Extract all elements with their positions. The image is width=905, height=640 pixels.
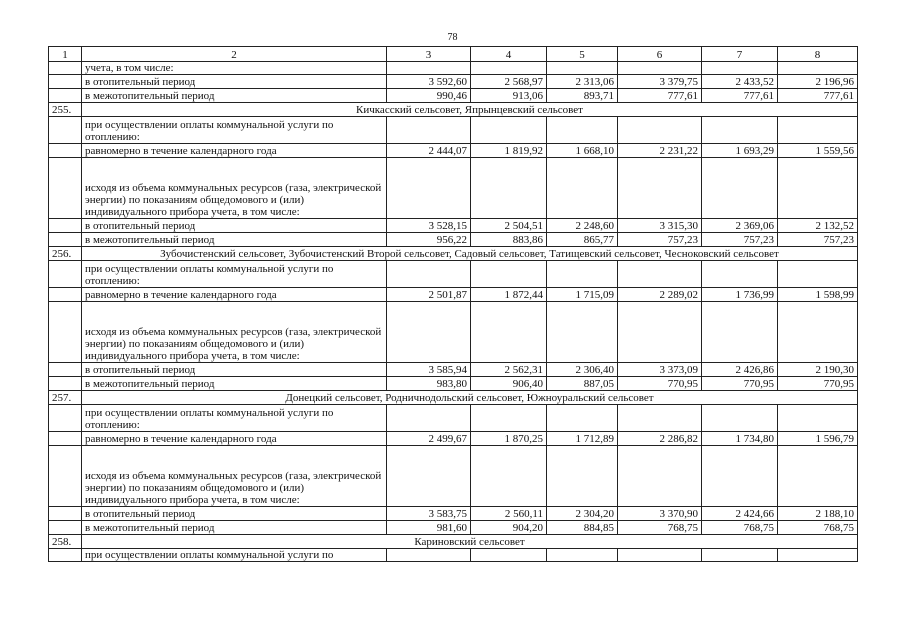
value-cell	[387, 405, 471, 432]
row-label: исходя из объема коммунальных ресурсов (газа, электрической энергии) по показаниям общедомового и (или) индивидуального прибора учета, в том числе:	[82, 158, 387, 219]
value-cell: 770,95	[702, 377, 778, 391]
value-cell: 990,46	[387, 89, 471, 103]
section-header-row	[49, 535, 858, 549]
value-cell: 2 196,96	[778, 75, 858, 89]
value-cell: 2 433,52	[702, 75, 778, 89]
index-cell	[49, 302, 82, 363]
value-cell: 981,60	[387, 521, 471, 535]
value-cell: 1 872,44	[471, 288, 547, 302]
section-title: Донецкий сельсовет, Родничнодольский сельсовет, Южноуральский сельсовет	[82, 391, 858, 405]
section-header-row	[49, 391, 858, 405]
value-cell	[778, 158, 858, 219]
value-cell: 2 132,52	[778, 219, 858, 233]
value-cell: 2 568,97	[471, 75, 547, 89]
value-cell: 1 734,80	[702, 432, 778, 446]
value-cell: 887,05	[547, 377, 618, 391]
section-number: 257.	[49, 391, 82, 405]
index-cell	[49, 363, 82, 377]
value-cell	[618, 446, 702, 507]
value-cell	[702, 158, 778, 219]
value-cell	[387, 549, 471, 562]
section-header-row	[49, 103, 858, 117]
value-cell: 883,86	[471, 233, 547, 247]
value-cell	[702, 446, 778, 507]
section-title: Кичкасский сельсовет, Япрынцевский сельсовет	[82, 103, 858, 117]
index-cell	[49, 507, 82, 521]
section-header-row	[49, 247, 858, 261]
index-cell	[49, 158, 82, 219]
section-number: 255.	[49, 103, 82, 117]
value-cell	[387, 117, 471, 144]
value-cell: 2 286,82	[618, 432, 702, 446]
value-cell	[618, 261, 702, 288]
meter-basis-row	[49, 158, 858, 219]
value-cell: 2 504,51	[471, 219, 547, 233]
index-cell	[49, 233, 82, 247]
value-cell: 865,77	[547, 233, 618, 247]
value-cell	[471, 158, 547, 219]
index-cell	[49, 219, 82, 233]
index-cell	[49, 521, 82, 535]
section-title: Кариновский сельсовет	[82, 535, 858, 549]
row-label: при осуществлении оплаты коммунальной услуги по	[82, 549, 387, 562]
value-cell	[778, 117, 858, 144]
row-label: при осуществлении оплаты коммунальной услуги по отоплению:	[82, 405, 387, 432]
off-season-row	[49, 233, 858, 247]
index-cell	[49, 117, 82, 144]
row-label: в отопительный период	[82, 507, 387, 521]
off-season-row	[49, 521, 858, 535]
value-cell	[618, 549, 702, 562]
value-cell: 777,61	[778, 89, 858, 103]
header-cell: 2	[82, 47, 387, 62]
row-label: исходя из объема коммунальных ресурсов (газа, электрической энергии) по показаниям общедомового и (или) индивидуального прибора учета, в том числе:	[82, 302, 387, 363]
value-cell	[471, 62, 547, 75]
index-cell	[49, 89, 82, 103]
value-cell: 1 693,29	[702, 144, 778, 158]
value-cell	[547, 302, 618, 363]
value-cell: 3 585,94	[387, 363, 471, 377]
value-cell	[547, 549, 618, 562]
row-label: равномерно в течение календарного года	[82, 288, 387, 302]
value-cell	[778, 261, 858, 288]
value-cell: 1 712,89	[547, 432, 618, 446]
row-label: в межотопительный период	[82, 89, 387, 103]
value-cell: 770,95	[778, 377, 858, 391]
value-cell: 2 426,86	[702, 363, 778, 377]
value-cell: 777,61	[618, 89, 702, 103]
row-label: учета, в том числе:	[82, 62, 387, 75]
value-cell	[618, 302, 702, 363]
value-cell: 2 424,66	[702, 507, 778, 521]
value-cell	[778, 302, 858, 363]
row-label: исходя из объема коммунальных ресурсов (газа, электрической энергии) по показаниям общедомового и (или) индивидуального прибора учета, в том числе:	[82, 446, 387, 507]
value-cell: 2 306,40	[547, 363, 618, 377]
value-cell: 893,71	[547, 89, 618, 103]
value-cell	[471, 302, 547, 363]
value-cell: 768,75	[618, 521, 702, 535]
value-cell	[778, 62, 858, 75]
index-cell	[49, 549, 82, 562]
index-cell	[49, 62, 82, 75]
header-cell: 1	[49, 47, 82, 62]
value-cell	[471, 446, 547, 507]
value-cell: 2 313,06	[547, 75, 618, 89]
value-cell: 1 668,10	[547, 144, 618, 158]
value-cell: 956,22	[387, 233, 471, 247]
index-cell	[49, 75, 82, 89]
tariff-table	[48, 46, 858, 562]
row-label: в отопительный период	[82, 75, 387, 89]
value-cell	[547, 446, 618, 507]
heating-period-row	[49, 507, 858, 521]
value-cell	[387, 446, 471, 507]
value-cell: 1 870,25	[471, 432, 547, 446]
value-cell: 2 304,20	[547, 507, 618, 521]
index-cell	[49, 288, 82, 302]
page-number: 78	[447, 32, 458, 43]
section-number: 258.	[49, 535, 82, 549]
value-cell	[618, 158, 702, 219]
value-cell	[547, 158, 618, 219]
value-cell: 768,75	[778, 521, 858, 535]
value-cell: 3 379,75	[618, 75, 702, 89]
value-cell	[471, 261, 547, 288]
value-cell	[702, 62, 778, 75]
value-cell: 3 583,75	[387, 507, 471, 521]
value-cell: 2 188,10	[778, 507, 858, 521]
value-cell	[547, 62, 618, 75]
continuation-row	[49, 62, 858, 75]
value-cell: 757,23	[618, 233, 702, 247]
value-cell: 904,20	[471, 521, 547, 535]
value-cell	[547, 117, 618, 144]
value-cell: 2 369,06	[702, 219, 778, 233]
value-cell: 3 315,30	[618, 219, 702, 233]
value-cell	[387, 302, 471, 363]
value-cell	[387, 158, 471, 219]
value-cell: 3 528,15	[387, 219, 471, 233]
value-cell: 1 598,99	[778, 288, 858, 302]
value-cell	[702, 549, 778, 562]
value-cell: 757,23	[778, 233, 858, 247]
value-cell	[702, 302, 778, 363]
heating-period-row	[49, 219, 858, 233]
heating-period-row	[49, 363, 858, 377]
value-cell: 913,06	[471, 89, 547, 103]
value-cell: 757,23	[702, 233, 778, 247]
value-cell: 2 289,02	[618, 288, 702, 302]
value-cell	[547, 405, 618, 432]
header-cell: 4	[471, 47, 547, 62]
row-label: при осуществлении оплаты коммунальной услуги по отоплению:	[82, 117, 387, 144]
value-cell: 2 231,22	[618, 144, 702, 158]
value-cell: 768,75	[702, 521, 778, 535]
header-cell: 6	[618, 47, 702, 62]
table-body	[49, 47, 858, 562]
value-cell	[702, 261, 778, 288]
value-cell: 2 562,31	[471, 363, 547, 377]
value-cell	[387, 62, 471, 75]
value-cell: 983,80	[387, 377, 471, 391]
index-cell	[49, 446, 82, 507]
value-cell: 1 559,56	[778, 144, 858, 158]
value-cell: 884,85	[547, 521, 618, 535]
value-cell: 3 592,60	[387, 75, 471, 89]
even-payment-row	[49, 432, 858, 446]
value-cell: 1 736,99	[702, 288, 778, 302]
data-row	[49, 89, 858, 103]
header-cell: 8	[778, 47, 858, 62]
value-cell	[778, 446, 858, 507]
value-cell	[547, 261, 618, 288]
meter-basis-row	[49, 446, 858, 507]
value-cell	[471, 117, 547, 144]
value-cell: 2 499,67	[387, 432, 471, 446]
payment-method-row	[49, 549, 858, 562]
value-cell: 1 715,09	[547, 288, 618, 302]
value-cell: 3 370,90	[618, 507, 702, 521]
value-cell	[618, 62, 702, 75]
value-cell: 1 819,92	[471, 144, 547, 158]
section-title: Зубочистенский сельсовет, Зубочистенский Второй сельсовет, Садовый сельсовет, Татищевский сельсовет, Чесноковский сельсовет	[82, 247, 858, 261]
header-row	[49, 47, 858, 62]
value-cell: 2 190,30	[778, 363, 858, 377]
value-cell	[471, 549, 547, 562]
row-label: равномерно в течение календарного года	[82, 432, 387, 446]
meter-basis-row	[49, 302, 858, 363]
row-label: при осуществлении оплаты коммунальной услуги по отоплению:	[82, 261, 387, 288]
value-cell	[702, 405, 778, 432]
index-cell	[49, 144, 82, 158]
payment-method-row	[49, 405, 858, 432]
index-cell	[49, 261, 82, 288]
even-payment-row	[49, 288, 858, 302]
index-cell	[49, 432, 82, 446]
value-cell: 770,95	[618, 377, 702, 391]
row-label: равномерно в течение календарного года	[82, 144, 387, 158]
row-label: в межотопительный период	[82, 521, 387, 535]
value-cell: 3 373,09	[618, 363, 702, 377]
data-row	[49, 75, 858, 89]
value-cell	[778, 405, 858, 432]
value-cell: 2 444,07	[387, 144, 471, 158]
value-cell	[471, 405, 547, 432]
section-number: 256.	[49, 247, 82, 261]
row-label: в отопительный период	[82, 219, 387, 233]
payment-method-row	[49, 261, 858, 288]
header-cell: 5	[547, 47, 618, 62]
value-cell	[618, 117, 702, 144]
value-cell: 777,61	[702, 89, 778, 103]
index-cell	[49, 377, 82, 391]
off-season-row	[49, 377, 858, 391]
row-label: в отопительный период	[82, 363, 387, 377]
value-cell	[778, 549, 858, 562]
index-cell	[49, 405, 82, 432]
value-cell: 1 596,79	[778, 432, 858, 446]
payment-method-row	[49, 117, 858, 144]
even-payment-row	[49, 144, 858, 158]
value-cell: 2 501,87	[387, 288, 471, 302]
value-cell: 2 560,11	[471, 507, 547, 521]
row-label: в межотопительный период	[82, 377, 387, 391]
row-label: в межотопительный период	[82, 233, 387, 247]
header-cell: 3	[387, 47, 471, 62]
header-cell: 7	[702, 47, 778, 62]
value-cell	[702, 117, 778, 144]
value-cell: 906,40	[471, 377, 547, 391]
value-cell: 2 248,60	[547, 219, 618, 233]
value-cell	[618, 405, 702, 432]
value-cell	[387, 261, 471, 288]
